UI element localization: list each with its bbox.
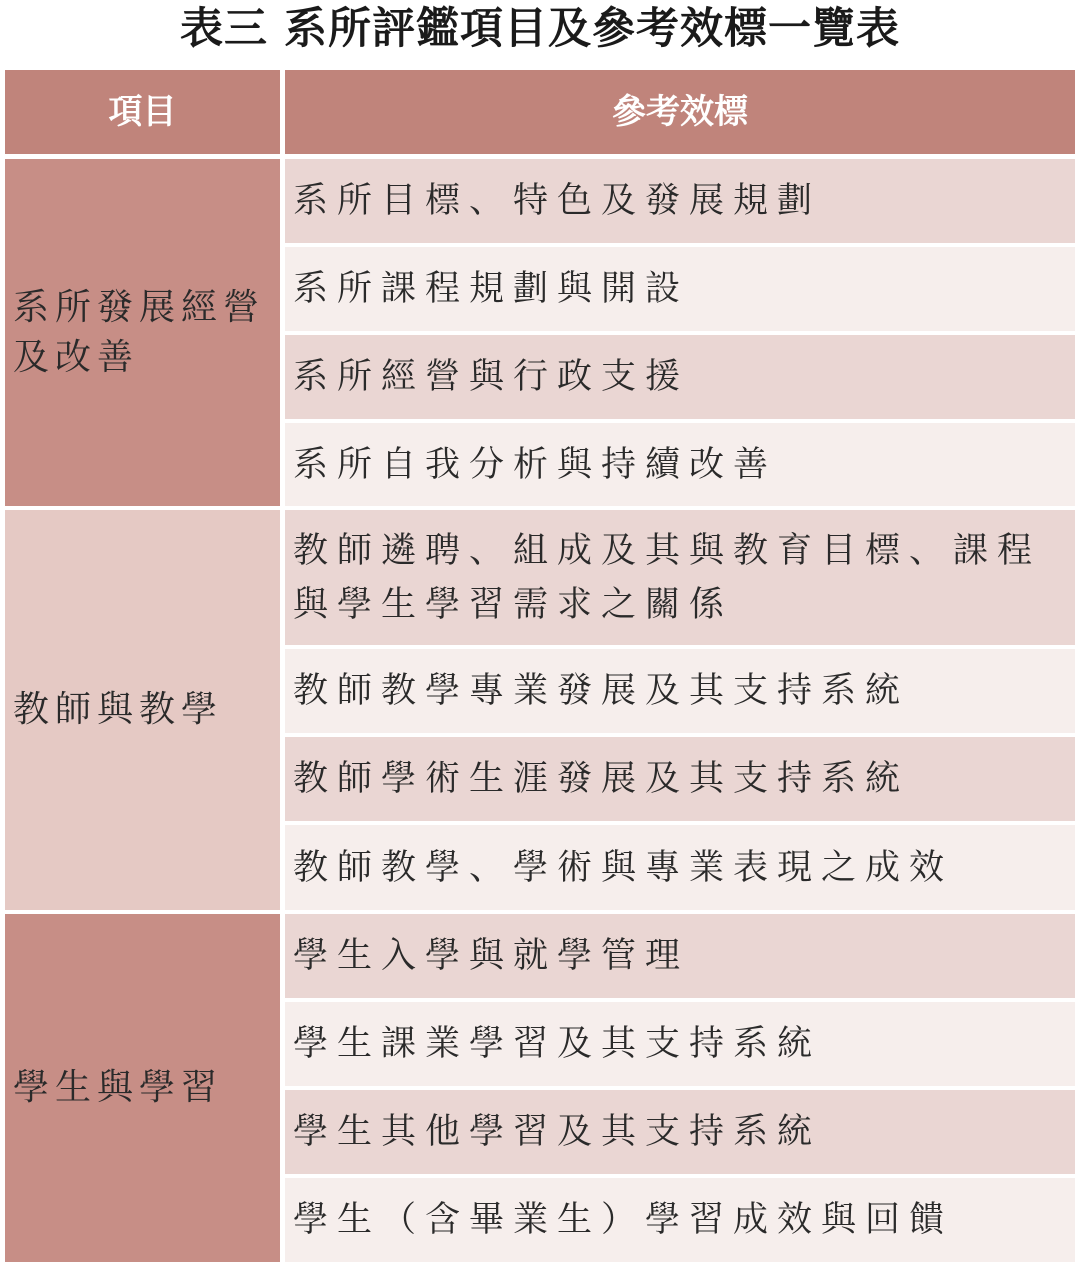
category-cell: [5, 914, 280, 1262]
criterion-row: [285, 1002, 1075, 1086]
criterion-text: 學生課業學習及其支持系統: [293, 1024, 822, 1064]
criterion-text: 系所課程規劃與開設: [293, 269, 690, 309]
criterion-row: [285, 423, 1075, 506]
column-header-item: 項目: [5, 70, 280, 154]
evaluation-table: [5, 70, 1075, 1262]
criterion-text: 系所經營與行政支援: [293, 357, 690, 397]
criterion-text: 教師遴聘、組成及其與教育目標、課程與學生學習需求之關係: [293, 530, 1042, 625]
criterion-row: [285, 1178, 1075, 1262]
criterion-row: [285, 159, 1075, 243]
criterion-row: [285, 649, 1075, 733]
column-header-reference: 參考效標: [285, 70, 1075, 154]
category-label: 學生與學習: [13, 1067, 224, 1108]
criterion-row: [285, 247, 1075, 331]
category-label: 教師與教學: [13, 689, 224, 730]
criterion-text: 系所自我分析與持續改善: [293, 444, 778, 485]
criterion-text: 學生入學與就學管理: [293, 936, 690, 976]
category-label: 系所發展經營及改善: [13, 286, 266, 378]
category-cell: [5, 159, 280, 506]
table-title: 表三 系所評鑑項目及參考效標一覽表: [180, 4, 900, 54]
criterion-text: 系所目標、特色及發展規劃: [293, 181, 822, 221]
criterion-row: [285, 335, 1075, 419]
criterion-text: 教師教學、學術與專業表現之成效: [293, 847, 954, 888]
criterion-text: 教師教學專業發展及其支持系統: [293, 671, 910, 711]
criterion-text: 學生（含畢業生）學習成效與回饋: [293, 1200, 954, 1240]
criterion-row: [285, 737, 1075, 821]
criterion-text: 學生其他學習及其支持系統: [293, 1112, 822, 1152]
criterion-row: [285, 825, 1075, 910]
criterion-row: [285, 1090, 1075, 1174]
criterion-row: [285, 510, 1075, 645]
category-cell: [5, 510, 280, 910]
criterion-row: [285, 914, 1075, 998]
criterion-text: 教師學術生涯發展及其支持系統: [293, 759, 910, 799]
